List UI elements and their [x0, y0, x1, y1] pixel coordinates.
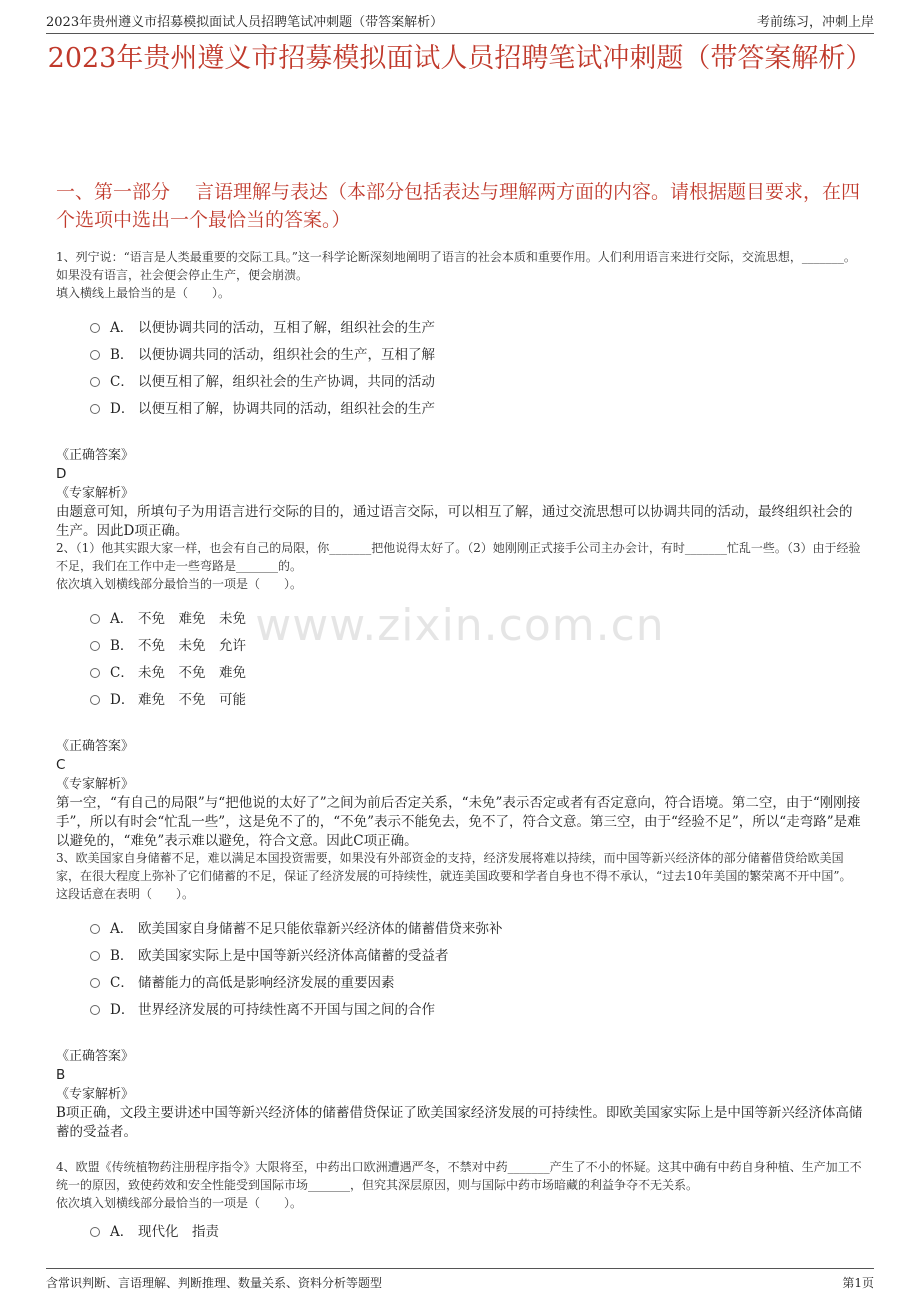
option-c[interactable]: [90, 657, 864, 684]
option-d[interactable]: [90, 393, 864, 420]
option-list: [90, 603, 864, 711]
option-letter: D．: [110, 1001, 135, 1018]
page-footer: [46, 1268, 874, 1293]
option-a[interactable]: [90, 312, 864, 339]
watermark: www.zixin.com.cn: [255, 600, 665, 651]
analysis-label: 《专家解析》: [56, 1087, 135, 1102]
option-a[interactable]: [90, 603, 864, 630]
option-text: 现代化 指责: [138, 1223, 219, 1240]
question-prompt: 填入横线上最恰当的是（ ）。: [56, 286, 231, 300]
option-text: 以便互相了解，协调共同的活动，组织社会的生产: [138, 400, 435, 417]
page-header: [46, 8, 874, 34]
analysis-text: 第一空，“有自己的局限”与“把他说的太好了”之间为前后否定关系，“未免”表示否定或者有否定意向，符合语境。第二空，由于“刚刚接手”，所以有时会“忙乱一些”，这是免不了的，“不免”表示不能免去，免不了，符合文意。第三空，由于“经验不足”，所以“走弯路”是难以避免的，“难免”表示难以避免，符合文意。因此C项正确。: [56, 795, 861, 849]
question-stem: 4、欧盟《传统植物药注册程序指令》大限将至，中药出口欧洲遭遇严冬，不禁对中药_______产生了不小的怀疑。这其中确有中药自身种植、生产加工不统一的原因，致使药效和安全性能受到国际市场_______，但究其深层原因，则与国际中药市场暗藏的利益争夺不无关系。: [56, 1160, 862, 1192]
question-4: [56, 1158, 864, 1243]
correct-answer: C: [56, 757, 66, 773]
option-letter: B．: [110, 637, 134, 654]
answer-block: [56, 737, 864, 851]
question-prompt: 依次填入划横线部分最恰当的一项是（ ）。: [56, 1196, 303, 1210]
radio-icon[interactable]: [90, 924, 100, 934]
radio-icon[interactable]: [90, 951, 100, 961]
question-2: [56, 539, 864, 851]
question-3: [56, 849, 864, 1142]
option-text: 以便互相了解，组织社会的生产协调，共同的活动: [138, 373, 435, 390]
question-stem: 2、（1）他其实跟大家一样，也会有自己的局限，你_______把他说得太好了。（2）她刚刚正式接手公司主办会计，有时_______忙乱一些。（3）由于经验不足，我们在工作中走一些弯路是_______的。: [56, 541, 861, 573]
option-text: 不免 未免 允许: [138, 637, 246, 654]
correct-answer: B: [56, 1067, 66, 1083]
option-text: 未免 不免 难免: [138, 664, 246, 681]
option-c[interactable]: [90, 366, 864, 393]
answer-block: [56, 446, 864, 541]
option-letter: A．: [110, 610, 134, 627]
page-number: 第1页: [842, 1275, 874, 1290]
option-c[interactable]: [90, 967, 864, 994]
option-d[interactable]: [90, 994, 864, 1021]
radio-icon[interactable]: [90, 404, 100, 414]
radio-icon[interactable]: [90, 978, 100, 988]
option-text: 欧美国家实际上是中国等新兴经济体高储蓄的受益者: [138, 947, 449, 964]
option-letter: C．: [110, 373, 134, 390]
correct-answer-label: 《正确答案》: [56, 1049, 135, 1064]
option-a[interactable]: [90, 913, 864, 940]
option-letter: D．: [110, 400, 135, 417]
option-a[interactable]: [90, 1216, 864, 1243]
option-letter: B．: [110, 947, 134, 964]
option-letter: A．: [110, 1223, 134, 1240]
analysis-label: 《专家解析》: [56, 777, 135, 792]
radio-icon[interactable]: [90, 668, 100, 678]
option-text: 储蓄能力的高低是影响经济发展的重要因素: [138, 974, 395, 991]
section-heading: 一、第一部分 言语理解与表达（本部分包括表达与理解两方面的内容。请根据题目要求，在四个选项中选出一个最恰当的答案。）: [56, 181, 861, 231]
option-list: [90, 1216, 864, 1243]
footer-note: 含常识判断、言语理解、判断推理、数量关系、资料分析等题型: [46, 1275, 383, 1290]
question-1: [56, 248, 864, 541]
option-letter: A．: [110, 920, 134, 937]
radio-icon[interactable]: [90, 1227, 100, 1237]
option-text: 欧美国家自身储蓄不足只能依靠新兴经济体的储蓄借贷来弥补: [138, 920, 503, 937]
question-stem: 1、列宁说：“语言是人类最重要的交际工具。”这一科学论断深刻地阐明了语言的社会本质和重要作用。人们利用语言来进行交际，交流思想，_______。如果没有语言，社会便会停止生产，便会崩溃。: [56, 250, 856, 282]
option-letter: A．: [110, 319, 134, 336]
correct-answer-label: 《正确答案》: [56, 739, 135, 754]
analysis-label: 《专家解析》: [56, 486, 135, 501]
analysis-text: B项正确，文段主要讲述中国等新兴经济体的储蓄借贷保证了欧美国家经济发展的可持续性。即欧美国家实际上是中国等新兴经济体高储蓄的受益者。: [56, 1105, 863, 1140]
option-text: 世界经济发展的可持续性离不开国与国之间的合作: [138, 1001, 435, 1018]
answer-block: [56, 1047, 864, 1142]
question-prompt: 这段话意在表明（ ）。: [56, 887, 195, 901]
document-title: 2023年贵州遵义市招募模拟面试人员招聘笔试冲刺题（带答案解析）: [47, 43, 873, 74]
radio-icon[interactable]: [90, 377, 100, 387]
option-d[interactable]: [90, 684, 864, 711]
question-stem: 3、欧美国家自身储蓄不足，难以满足本国投资需要，如果没有外部资金的支持，经济发展将难以持续，而中国等新兴经济体的部分储蓄借贷给欧美国家，在很大程度上弥补了它们储蓄的不足，保证了经济发展的可持续性，就连美国政要和学者自身也不得不承认，“过去10年美国的繁荣离不开中国”。: [56, 851, 852, 883]
option-letter: C．: [110, 974, 134, 991]
option-text: 难免 不免 可能: [138, 691, 246, 708]
option-text: 不免 难免 未免: [138, 610, 246, 627]
question-prompt: 依次填入划横线部分最恰当的一项是（ ）。: [56, 577, 303, 591]
radio-icon[interactable]: [90, 695, 100, 705]
radio-icon[interactable]: [90, 350, 100, 360]
radio-icon[interactable]: [90, 323, 100, 333]
option-list: [90, 913, 864, 1021]
option-b[interactable]: [90, 630, 864, 657]
option-text: 以便协调共同的活动，组织社会的生产，互相了解: [138, 346, 435, 363]
option-b[interactable]: [90, 940, 864, 967]
header-doc-title: 2023年贵州遵义市招募模拟面试人员招聘笔试冲刺题（带答案解析）: [46, 15, 444, 30]
correct-answer-label: 《正确答案》: [56, 448, 135, 463]
header-slogan: 考前练习，冲刺上岸: [756, 15, 874, 30]
option-list: [90, 312, 864, 420]
option-letter: C．: [110, 664, 134, 681]
option-b[interactable]: [90, 339, 864, 366]
radio-icon[interactable]: [90, 641, 100, 651]
option-letter: D．: [110, 691, 135, 708]
radio-icon[interactable]: [90, 1005, 100, 1015]
radio-icon[interactable]: [90, 614, 100, 624]
option-letter: B．: [110, 346, 134, 363]
correct-answer: D: [56, 466, 67, 482]
analysis-text: 由题意可知，所填句子为用语言进行交际的目的，通过语言交际，可以相互了解，通过交流思想可以协调共同的活动，最终组织社会的生产。因此D项正确。: [56, 504, 853, 539]
option-text: 以便协调共同的活动，互相了解，组织社会的生产: [138, 319, 435, 336]
